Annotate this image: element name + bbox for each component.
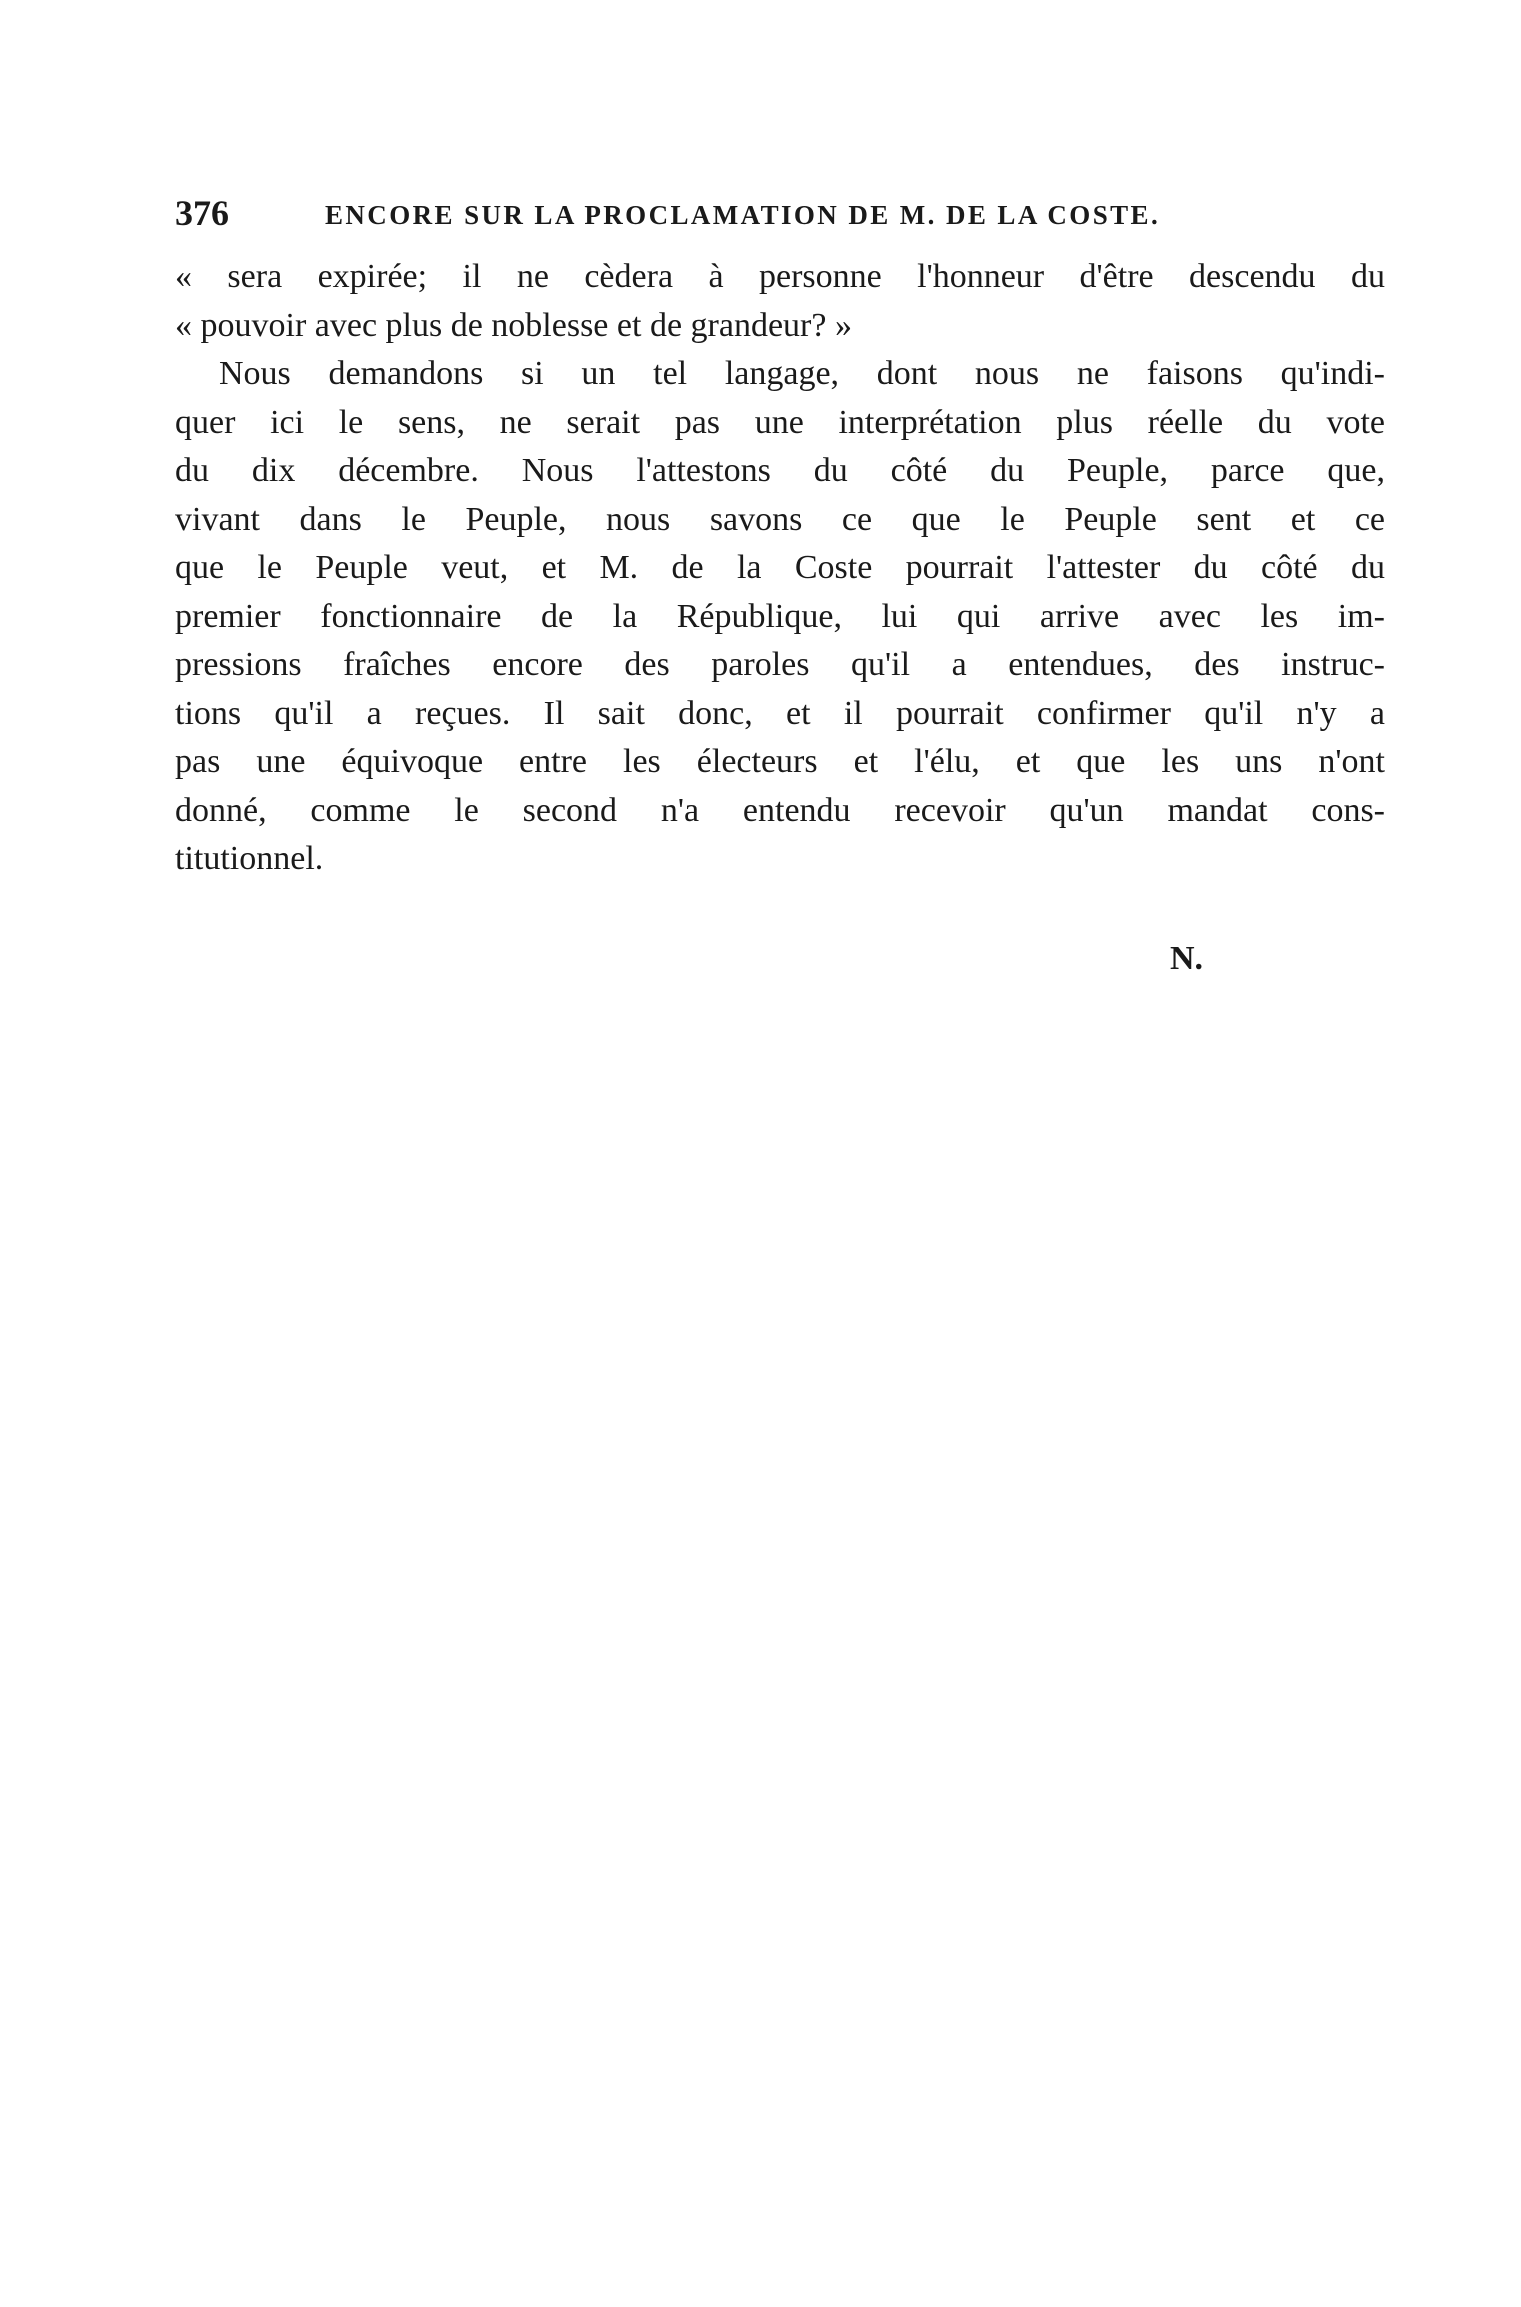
text-line: que le Peuple veut, et M. de la Coste pourrait l'attester du côté du bbox=[175, 549, 1385, 586]
running-head: ENCORE SUR LA PROCLAMATION DE M. DE LA COSTE. bbox=[325, 200, 1161, 230]
paragraph-start-line: Nous demandons si un tel langage, dont nous ne faisons qu'indi- bbox=[219, 355, 1385, 392]
text-line: pas une équivoque entre les électeurs et l'élu, et que les uns n'ont bbox=[175, 743, 1385, 780]
text-line: premier fonctionnaire de la République, lui qui arrive avec les im- bbox=[175, 597, 1385, 635]
text-line: du dix décembre. Nous l'attestons du côté du Peuple, parce que, bbox=[175, 452, 1385, 489]
text-line: vivant dans le Peuple, nous savons ce que le Peuple sent et ce bbox=[175, 500, 1385, 538]
text-line: titutionnel. bbox=[175, 840, 324, 877]
text-line: « pouvoir avec plus de noblesse et de grandeur? » bbox=[175, 306, 852, 344]
text-line: pressions fraîches encore des paroles qu'il a entendues, des instruc- bbox=[175, 646, 1385, 683]
text-line: quer ici le sens, ne serait pas une interprétation plus réelle du vote bbox=[175, 403, 1385, 441]
body-text bbox=[175, 253, 1385, 884]
text-line: « sera expirée; il ne cèdera à personne l'honneur d'être descendu du bbox=[175, 258, 1385, 295]
text-line: donné, comme le second n'a entendu recevoir qu'un mandat cons- bbox=[175, 791, 1385, 829]
text-line: tions qu'il a reçues. Il sait donc, et il pourrait confirmer qu'il n'y a bbox=[175, 694, 1385, 732]
author-signature: N. bbox=[1170, 940, 1204, 977]
page-header bbox=[175, 192, 1235, 240]
page-number: 376 bbox=[175, 193, 229, 233]
